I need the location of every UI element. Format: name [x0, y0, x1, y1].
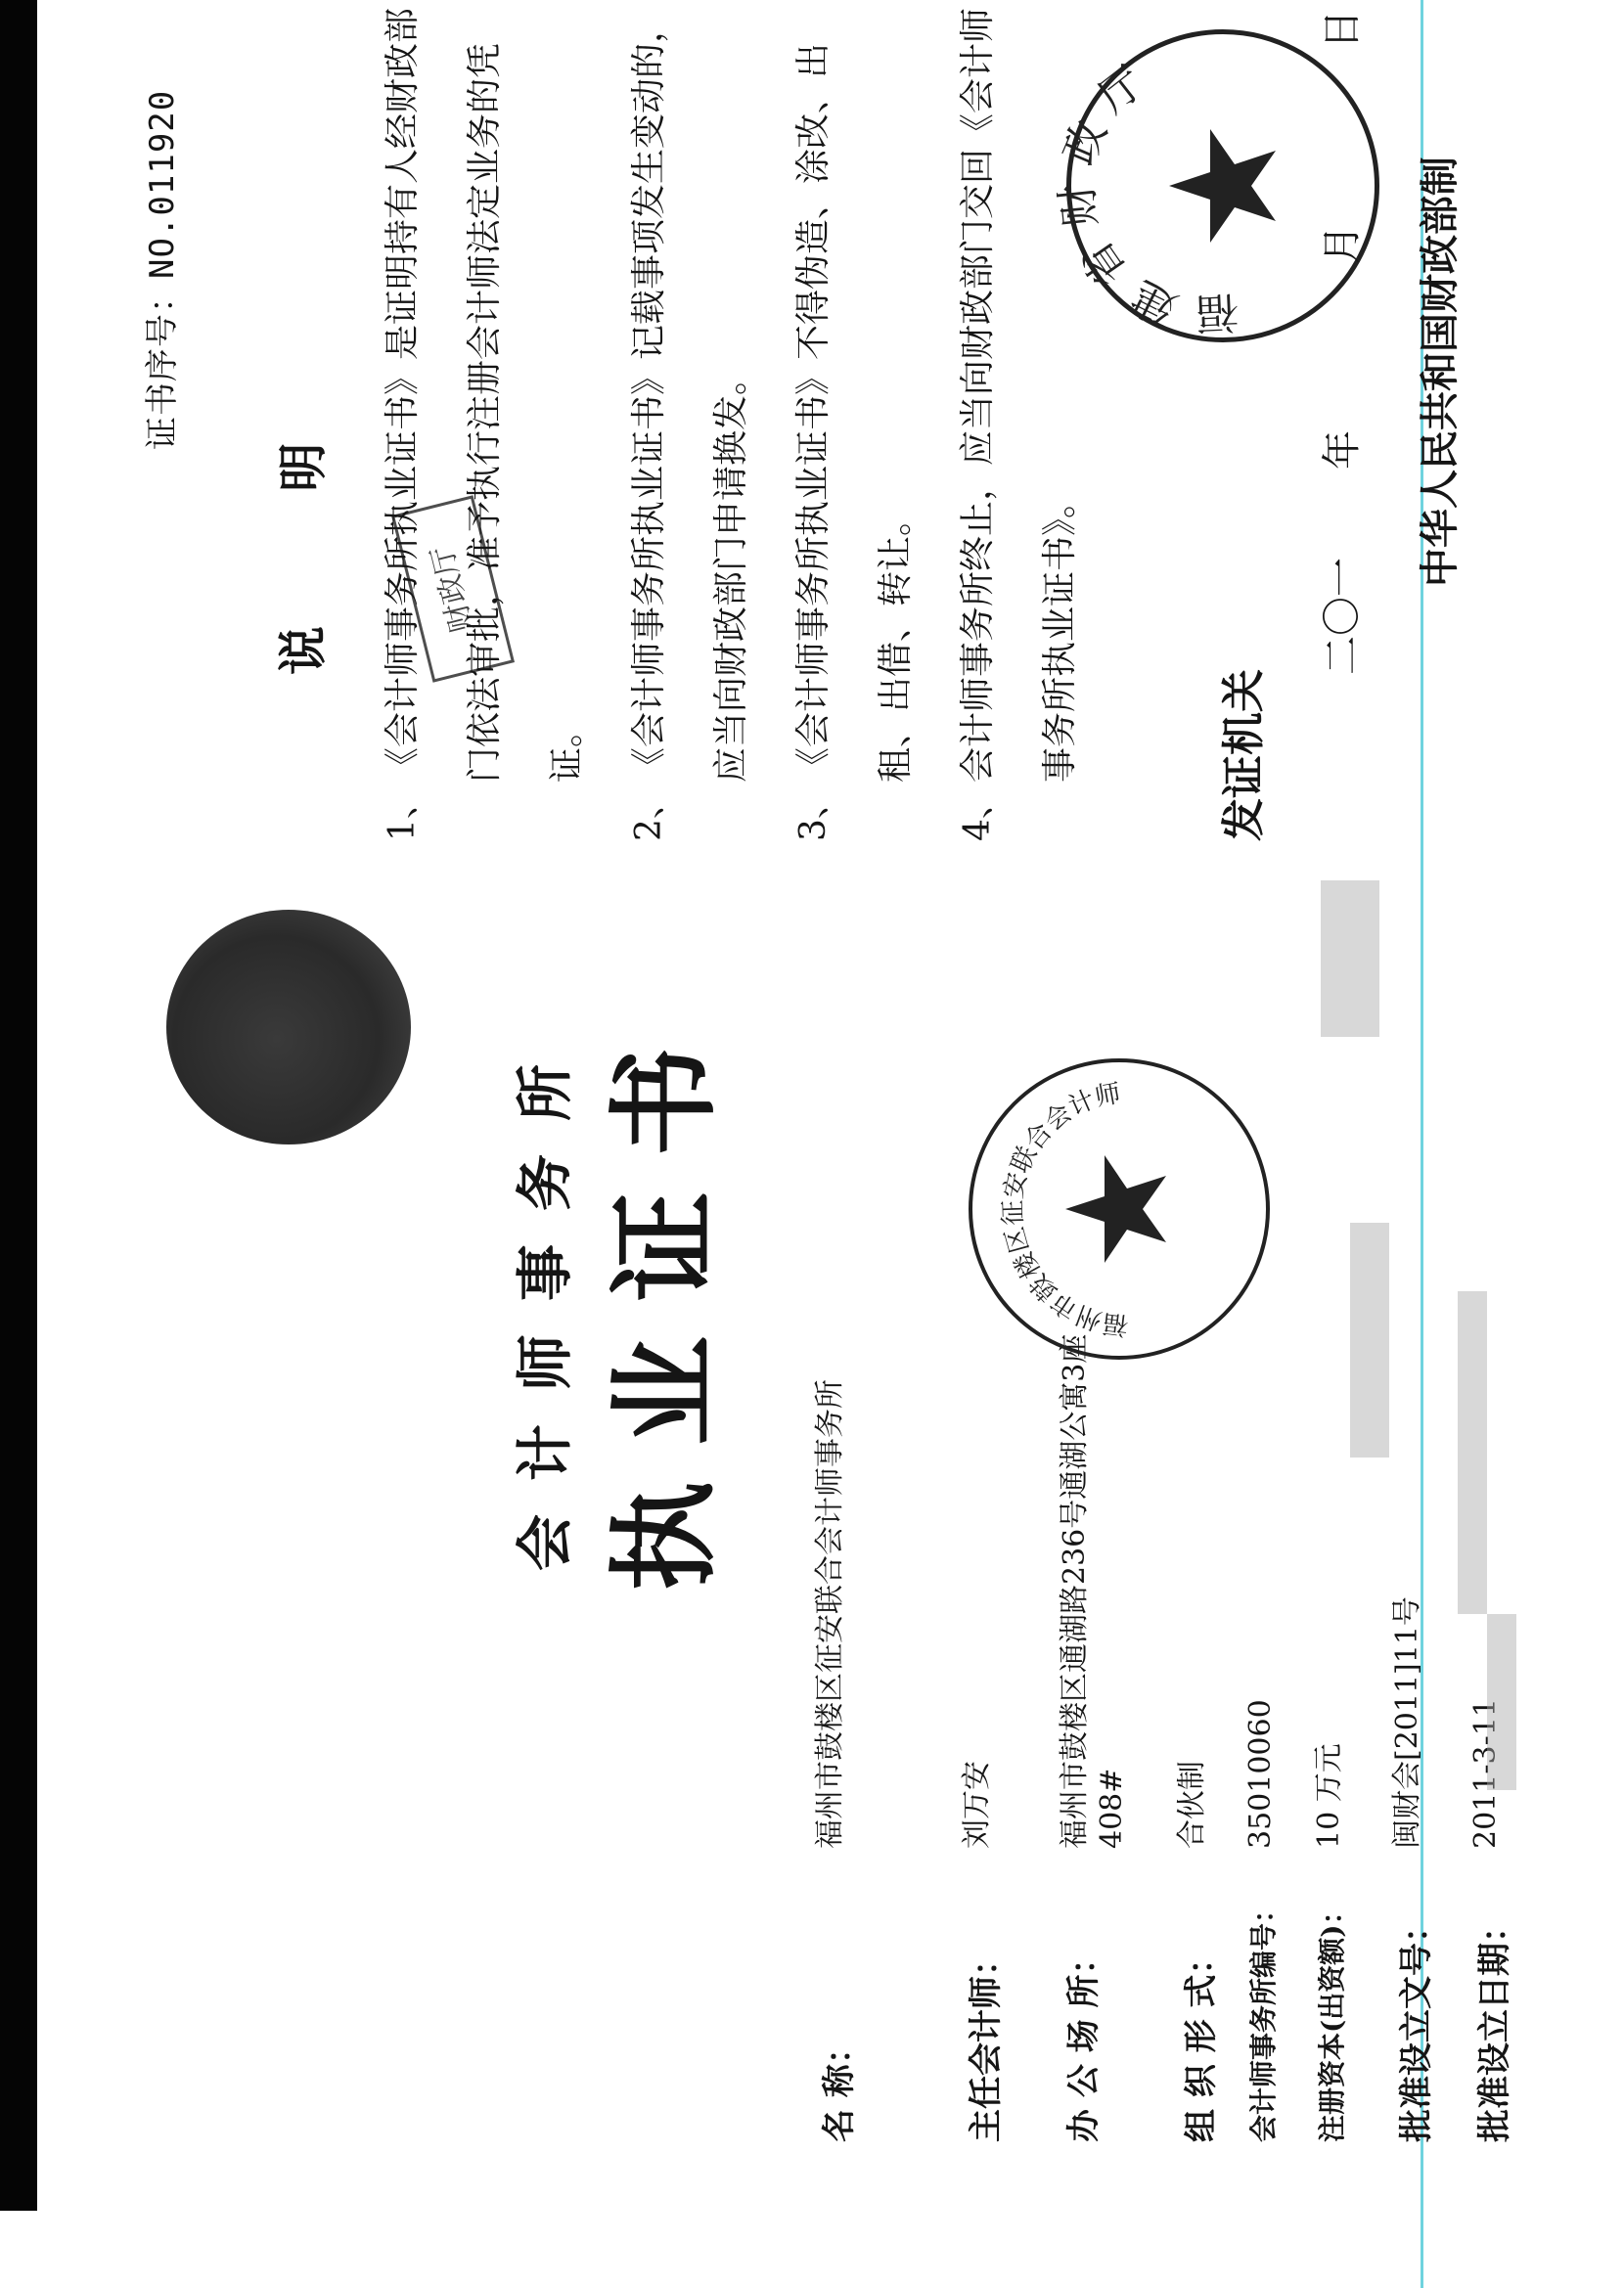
- scan-noise: [1350, 1223, 1389, 1458]
- serial-label: 证书序号：: [143, 279, 182, 450]
- note-item: [773, 0, 937, 841]
- serial-value: NO.011920: [143, 89, 182, 279]
- field-label: 组 织 形 式：: [1182, 1941, 1221, 2142]
- certificate-sheet: [88, 0, 1514, 2201]
- field-label: 批准设立文号：: [1397, 1909, 1436, 2142]
- field-registered-capital: [1311, 968, 1370, 2142]
- firm-seal-graphic: [950, 1062, 1266, 1369]
- national-emblem: [166, 910, 411, 1144]
- note-item: [609, 0, 773, 841]
- date-year-suffix: 年: [1320, 430, 1365, 470]
- note-text: 《会计师事务所执业证书》记载事项发生变动的，应当向财政部门申请换发。: [629, 7, 751, 783]
- cover-subtitle: 会计师事务所: [512, 1031, 578, 1572]
- field-label: 办 公 场 所：: [1064, 1941, 1104, 2142]
- note-text: 《会计师事务所执业证书》不得伪造、涂改、出租、出借、转让。: [793, 42, 916, 783]
- note-text: 会计师事务所终止，应当向财政部门交回《会计师事务所执业证书》。: [958, 7, 1080, 783]
- field-approval-document: [1389, 968, 1448, 2142]
- field-name: [812, 968, 871, 2142]
- field-label: 批准设立日期：: [1475, 1909, 1514, 2142]
- date-year-prefix: 二〇一: [1320, 558, 1365, 675]
- issuer-label: 发证机关: [1219, 669, 1269, 841]
- date-month: 月: [1320, 225, 1365, 264]
- explanation-title: 说 明: [274, 383, 332, 675]
- note-number: 4、: [958, 784, 998, 841]
- maker-line: 中华人民共和国财政部制: [1417, 157, 1463, 587]
- field-value: 刘万安: [960, 1761, 994, 1849]
- note-text: 《会计师事务所执业证书》是证明持有人经财政部门依法审批，准予执行注册会计师法定业务的凭证。: [383, 7, 587, 783]
- field-label: 名 称：: [820, 2031, 859, 2142]
- scan-noise: [1458, 1291, 1487, 1614]
- issuer-seal: [1051, 29, 1379, 342]
- firm-seal-text: 福州市鼓楼区征安联合会计师事务所: [950, 1078, 1130, 1369]
- note-number: 1、: [383, 784, 423, 841]
- firm-seal: [950, 1058, 1270, 1369]
- issuer-seal-graphic: [1051, 34, 1375, 339]
- field-value: 10 万元: [1312, 1743, 1346, 1849]
- star-icon: [1169, 129, 1276, 243]
- note-item: [362, 0, 609, 841]
- date-day: 日: [1320, 10, 1365, 49]
- issuer-seal-text: 福建省财政厅: [1051, 48, 1241, 339]
- scan-noise: [1321, 880, 1379, 1037]
- field-label: 会计师事务所编号：: [1247, 1895, 1280, 2142]
- field-label: 注册资本(出资额)：: [1316, 1897, 1348, 2142]
- star-icon: [1065, 1155, 1166, 1263]
- field-value: 福州市鼓楼区征安联合会计师事务所: [813, 1379, 847, 1849]
- serial-number: [135, 90, 183, 450]
- field-value: 闽财会[2011]11号: [1390, 1596, 1424, 1849]
- explanation-notes: [362, 0, 1102, 841]
- field-value: 合伙制: [1175, 1761, 1209, 1849]
- field-label: 主任会计师：: [967, 1943, 1006, 2142]
- scan-left-edge: [0, 0, 37, 2211]
- field-value: 2011-3-11: [1468, 1698, 1503, 1849]
- note-number: 3、: [793, 784, 834, 841]
- cover-title: 执业证书: [601, 1011, 729, 1591]
- field-value: 福州市鼓楼区通湖路236号通湖公寓3座408#: [1058, 1333, 1129, 1849]
- box-stamp: 财政厅: [391, 495, 515, 683]
- field-value: 35010060: [1243, 1699, 1278, 1849]
- note-number: 2、: [629, 784, 669, 841]
- scan-noise: [1487, 1614, 1516, 1790]
